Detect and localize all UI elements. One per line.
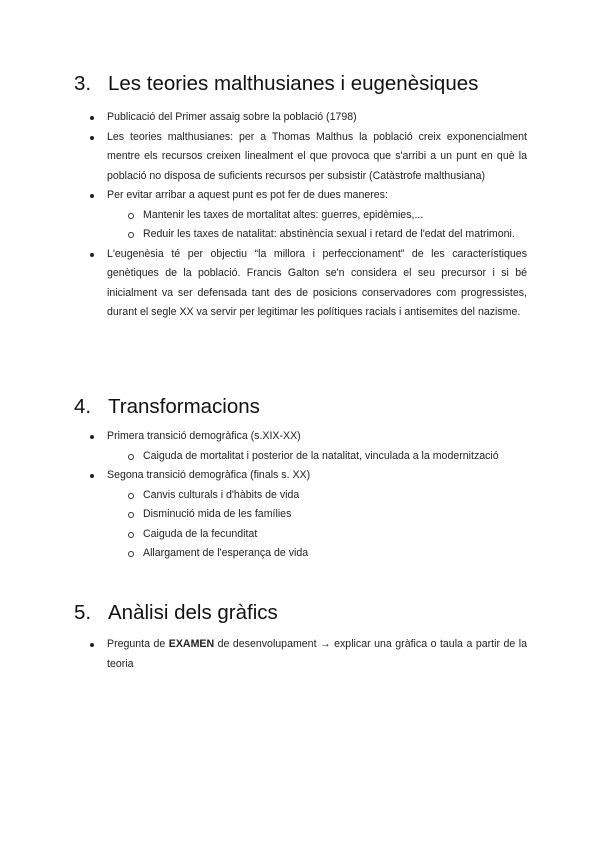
list-item	[0, 427, 600, 466]
section-4	[0, 395, 600, 564]
section-3-number: 3.	[74, 72, 92, 95]
list-item-text: Segona transició demogràfica (finals s. XX)	[107, 469, 311, 481]
sub-list-item: Mantenir les taxes de mortalitat altes: guerres, epidèmies,...	[0, 206, 600, 226]
section-5-list	[0, 635, 600, 674]
section-5-heading	[0, 601, 600, 625]
section-4-title: Transformacions	[108, 395, 260, 418]
list-item	[0, 186, 600, 245]
sub-list-item: Reduir les taxes de natalitat: abstinència sexual i retard de l'edat del matrimoni.	[0, 225, 600, 245]
sub-list	[0, 486, 600, 564]
list-item-text: Per evitar arribar a aquest punt es pot fer de dues maneres:	[107, 189, 388, 201]
section-3	[0, 72, 600, 323]
section-4-list	[0, 427, 600, 564]
sub-list-item: Caiguda de mortalitat i posterior de la natalitat, vinculada a la modernització	[0, 447, 600, 467]
list-item: Publicació del Primer assaig sobre la població (1798)	[0, 108, 600, 128]
section-3-title: Les teories malthusianes i eugenèsiques	[108, 72, 479, 95]
exam-emphasis: EXAMEN	[168, 638, 215, 650]
item-suffix: de desenvolupament → explicar una gràfica o taula a partir de la teoria	[107, 638, 527, 670]
section-4-heading	[0, 395, 600, 419]
sub-list-item: Caiguda de la fecunditat	[0, 525, 600, 545]
sub-list-item: Canvis culturals i d'hàbits de vida	[0, 486, 600, 506]
sub-list-item: Allargament de l'esperança de vida	[0, 544, 600, 564]
sub-list-item: Disminució mida de les famílies	[0, 505, 600, 525]
section-5	[0, 601, 600, 674]
list-item: L'eugenèsia té per objectiu “la millora i perfeccionament” de les característiques genètiques de la població. Francis Galton se'n considera el seu precursor i si bé inicialment va ser defensada tant des de posicions conservadores com progressistes, durant el segle XX va servir per legitimar les polítiques racials i antisemites del nazisme.	[0, 245, 600, 323]
list-item: Les teories malthusianes: per a Thomas Malthus la població creix exponencialment mentre els recursos creixen linealment el que provoca que s'arribi a un punt en què la població no disposa de suficients recursos per subsistir (Catàstrofe malthusiana)	[0, 128, 600, 187]
section-3-heading	[0, 72, 600, 96]
section-3-list	[0, 108, 600, 323]
section-5-title: Anàlisi dels gràfics	[108, 601, 278, 624]
sub-list	[0, 206, 600, 245]
section-5-number: 5.	[74, 601, 92, 624]
item-prefix: Pregunta de	[107, 638, 169, 650]
list-item	[0, 466, 600, 564]
section-4-number: 4.	[74, 395, 92, 418]
sub-list	[0, 447, 600, 467]
list-item-text: Primera transició demogràfica (s.XIX-XX)	[107, 430, 301, 442]
list-item	[0, 635, 600, 674]
